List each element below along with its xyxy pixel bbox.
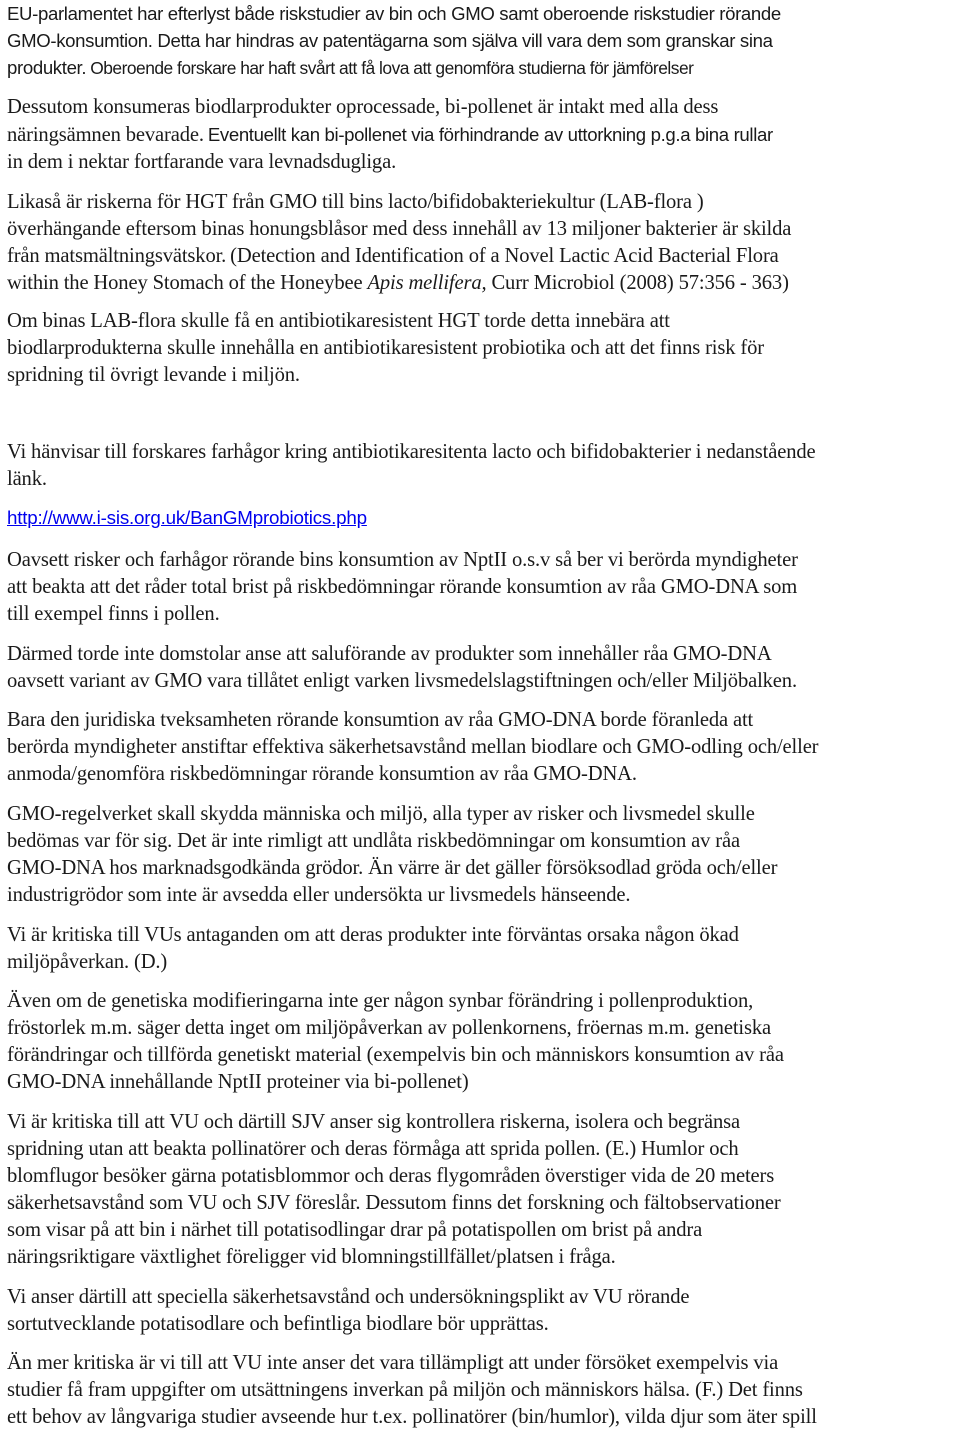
text-line: biodlarprodukterna skulle innehålla en antibiotikaresistent probiotika och att det finns risk för [7,337,764,359]
paragraph-hgt [7,189,956,297]
text-line: näringsriktigare växtlighet föreligger vid blomningstillfället/platsen i fråga. [7,1246,616,1268]
text-line: ett behov av långvariga studier avseende hur t.ex. pollinatörer (bin/humlor), vilda djur som äter spill [7,1406,817,1428]
text-line: blomflugor besöker gärna potatisblommor och deras flygområden överstiger vida de 20 meters [7,1165,775,1187]
paragraph-sjv [7,1109,956,1271]
text-line: in dem i nektar fortfarande vara levnadsdugliga. [7,151,397,173]
paragraph-aven [7,988,956,1096]
paragraph-anser [7,1284,956,1338]
text-line: näringsämnen bevarade. Eventuellt kan bi-pollenet via förhindrande av uttorkning p.g.a bina rullar [7,124,773,146]
text-line: anmoda/genomföra riskbedömningar rörande konsumtion av råa GMO-DNA. [7,763,637,785]
text-line: Vi är kritiska till att VU och därtill SJV anser sig kontrollera riskerna, isolera och begränsa [7,1111,740,1133]
text-line: produkter. Oberoende forskare har haft svårt att få lova att genomföra studierna för jämförelser [7,57,694,78]
intro-paragraph [7,0,956,82]
text-line: GMO-DNA innehållande NptII proteiner via bi-pollenet) [7,1071,469,1093]
paragraph-bara [7,707,956,788]
text-line: Vi hänvisar till forskares farhågor kring antibiotikaresitenta lacto och bifidobakterier i nedanstående [7,441,816,463]
text-line: säkerhetsavstånd som VU och SJV föreslår. Dessutom finns det forskning och fältobservationer [7,1192,781,1214]
text-line: GMO-DNA hos marknadsgodkända grödor. Än värre är det gäller försöksodlad gröda och/eller [7,857,778,879]
text-line: fröstorlek m.m. säger detta inget om miljöpåverkan av pollenkornens, fröernas m.m. genetiska [7,1017,771,1039]
text-line: Dessutom konsumeras biodlarprodukter oprocessade, bi-pollenet är intakt med alla dess [7,96,719,118]
text-line: spridning utan att beakta pollinatörer och deras förmåga att sprida pollen. (E.) Humlor och [7,1138,739,1160]
text-line: sortutvecklande potatisodlare och befintliga biodlare bör upprättas. [7,1313,549,1335]
text-line: förändringar och tillförda genetiskt material (exempelvis bin och människors konsumtion av råa [7,1044,784,1066]
text-line: bedömas var för sig. Det är inte rimligt att undlåta riskbedömningar om konsumtion av råa [7,830,740,852]
text-line: som visar på att bin i närhet till potatisodlingar drar på potatispollen om brist på andra [7,1219,703,1241]
text-line: EU-parlamentet har efterlyst både riskstudier av bin och GMO samt oberoende riskstudier rörande [7,3,781,24]
text-line: Oavsett risker och farhågor rörande bins konsumtion av NptII o.s.v så ber vi berörda myndigheter [7,549,798,571]
text-line: Likaså är riskerna för HGT från GMO till bins lacto/bifidobakteriekultur (LAB-flora ) [7,191,704,213]
text-line: Vi är kritiska till VUs antaganden om att deras produkter inte förväntas orsaka någon ökad [7,924,739,946]
species-name: Apis mellifera, [367,272,487,294]
paragraph-regelverk [7,801,956,909]
text-line: Än mer kritiska är vi till att VU inte anser det vara tillämpligt att under försöket exempelvis via [7,1352,779,1374]
text-line: Därmed torde inte domstolar anse att saluförande av produkter som innehåller råa GMO-DNA [7,643,772,665]
text-line: industrigrödor som inte är avsedda eller undersökta ur livsmedels hänseende. [7,884,631,906]
text-line: Bara den juridiska tveksamheten rörande konsumtion av råa GMO-DNA borde föranleda att [7,709,754,731]
link-row [7,507,956,529]
text-line: till exempel finns i pollen. [7,603,220,625]
text-line: länk. [7,468,47,490]
text-line: att beakta att det råder total brist på riskbedömningar rörande konsumtion av råa GMO-DNA som [7,576,798,598]
paragraph-an-mer [7,1350,956,1431]
paragraph-darmed [7,641,956,695]
probiotics-link[interactable]: http://www.i-sis.org.uk/BanGMprobiotics.php [7,507,367,528]
paragraph-lab-flora [7,308,956,389]
text-line: Även om de genetiska modifieringarna inte ger någon synbar förändring i pollenproduktion, [7,990,754,1012]
text-line: GMO-regelverket skall skydda människa och miljö, alla typer av risker och livsmedel skulle [7,803,755,825]
paragraph-vus [7,922,956,976]
paragraph-biodlar [7,94,956,176]
paragraph-oavsett [7,547,956,628]
text-line: spridning til övrigt levande i miljön. [7,364,300,386]
text-line: miljöpåverkan. (D.) [7,951,168,973]
text-line: från matsmältningsvätskor. (Detection and Identification of a Novel Lactic Acid Bacterial Flora [7,245,779,267]
citation-line: within the Honey Stomach of the Honeybee Apis mellifera, Curr Microbiol (2008) 57:356 - 363) [7,272,789,294]
text-line: berörda myndigheter anstiftar effektiva säkerhetsavstånd mellan biodlare och GMO-odling och/eller [7,736,819,758]
text-line: GMO-konsumtion. Detta har hindras av patentägarna som själva vill vara dem som granskar sina [7,30,773,51]
text-line: oavsett variant av GMO vara tillåtet enligt varken livsmedelslagstiftningen och/eller Miljöbalken. [7,670,797,692]
text-line: Vi anser därtill att speciella säkerhetsavstånd och undersökningsplikt av VU rörande [7,1286,690,1308]
text-line: studier få fram uppgifter om utsättningens inverkan på miljön och människors hälsa. (F.) Det finns [7,1379,803,1401]
text-line: överhängande eftersom binas honungsblåsor med dess innehåll av 13 miljoner bakterier är skilda [7,218,792,240]
paragraph-hanvisar [7,439,956,493]
text-line: Om binas LAB-flora skulle få en antibiotikaresistent HGT torde detta innebära att [7,310,670,332]
